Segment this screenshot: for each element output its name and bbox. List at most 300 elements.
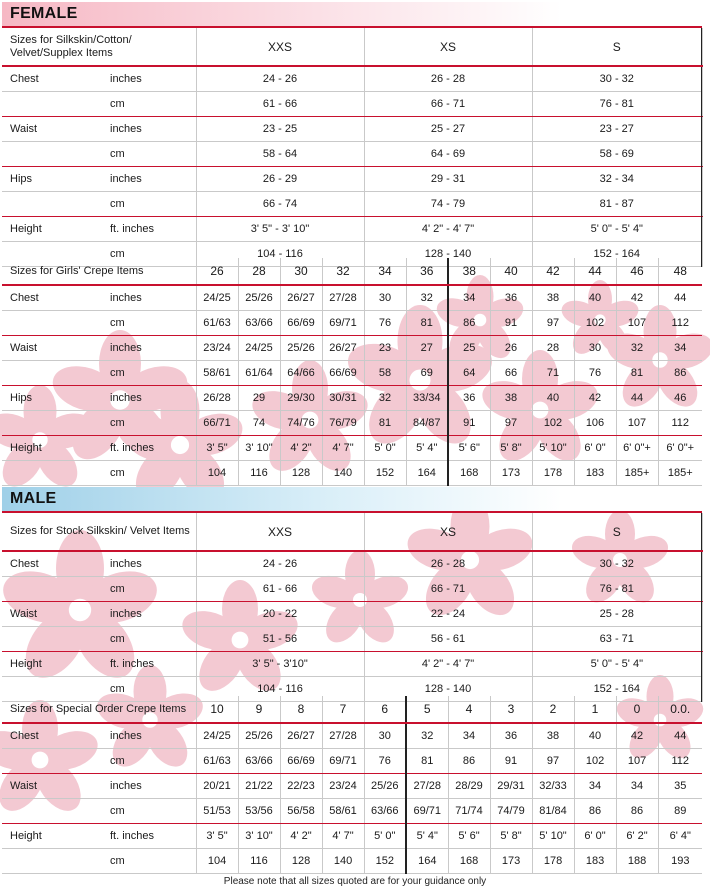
table-cell: 97 (532, 311, 574, 336)
unit-label: ft. inches (106, 824, 196, 849)
size-column-header: 6 (364, 696, 406, 723)
table-cell: 25/26 (364, 774, 406, 799)
size-column-header: 46 (616, 258, 658, 285)
size-column-header: 1 (574, 696, 616, 723)
table-cell: 6' 0" (574, 436, 616, 461)
table-cell: 193 (658, 849, 702, 874)
table-cell: 128 - 140 (364, 242, 532, 267)
measurement-label (2, 577, 106, 602)
table-cell: 81 (616, 361, 658, 386)
table-cell: 3' 10" (238, 824, 280, 849)
table-row (2, 411, 702, 436)
table-row (2, 577, 702, 602)
table-cell: 28 (532, 336, 574, 361)
table-row (2, 92, 702, 117)
table-cell: 44 (616, 386, 658, 411)
table-cell: 23/24 (196, 336, 238, 361)
table-cell: 27/28 (322, 285, 364, 311)
table-cell: 29 (238, 386, 280, 411)
table-cell: 86 (448, 311, 490, 336)
table-cell: 116 (238, 849, 280, 874)
table-cell: 53/56 (238, 799, 280, 824)
table-cell: 168 (448, 461, 490, 486)
male-size-table (2, 513, 702, 702)
table-cell: 107 (616, 411, 658, 436)
table-cell: 61 - 66 (196, 577, 364, 602)
measurement-label: Height (2, 824, 106, 849)
unit-label: inches (106, 602, 196, 627)
table-cell: 5' 0" (364, 436, 406, 461)
size-column-header: 7 (322, 696, 364, 723)
table-cell: 26 - 28 (364, 66, 532, 92)
measurement-label (2, 361, 106, 386)
table-cell: 30 (574, 336, 616, 361)
unit-label: cm (106, 142, 196, 167)
unit-label: inches (106, 117, 196, 142)
table-cell: 61 - 66 (196, 92, 364, 117)
table-cell: 69 (406, 361, 448, 386)
table-cell: 26/28 (196, 386, 238, 411)
table-row (2, 142, 702, 167)
table-header-row (2, 258, 702, 285)
size-column-header: 32 (322, 258, 364, 285)
table-cell: 4' 2" (280, 824, 322, 849)
measurement-label (2, 411, 106, 436)
table-header-row (2, 696, 702, 723)
table-row (2, 749, 702, 774)
size-column-header: 30 (280, 258, 322, 285)
table-cell: 91 (448, 411, 490, 436)
table-cell: 24/25 (196, 285, 238, 311)
table-cell: 104 - 116 (196, 242, 364, 267)
table-cell: 32 - 34 (532, 167, 702, 192)
table-cell: 140 (322, 849, 364, 874)
table-cell: 6' 4" (658, 824, 702, 849)
table-cell: 140 (322, 461, 364, 486)
table-cell: 107 (616, 749, 658, 774)
size-column-header: 5 (406, 696, 448, 723)
table-cell: 4' 7" (322, 436, 364, 461)
size-column-header: 36 (406, 258, 448, 285)
table-cell: 5' 0" - 5' 4" (532, 217, 702, 242)
table-cell: 5' 0" (364, 824, 406, 849)
table-row (2, 66, 702, 92)
table-cell: 36 (490, 285, 532, 311)
table-cell: 102 (574, 311, 616, 336)
table-row (2, 167, 702, 192)
table-cell: 112 (658, 749, 702, 774)
table-cell: 76/79 (322, 411, 364, 436)
table-cell: 102 (532, 411, 574, 436)
table-cell: 128 (280, 849, 322, 874)
table-row (2, 117, 702, 142)
size-column-header: 40 (490, 258, 532, 285)
unit-label: cm (106, 849, 196, 874)
table-cell: 5' 4" (406, 436, 448, 461)
table-cell: 71/74 (448, 799, 490, 824)
table-cell: 20/21 (196, 774, 238, 799)
table-cell: 71 (532, 361, 574, 386)
table-cell: 61/63 (196, 311, 238, 336)
table-cell: 74/79 (490, 799, 532, 824)
table-cell: 32 (406, 723, 448, 749)
table-cell: 25/26 (238, 285, 280, 311)
guidance-note: Please note that all sizes quoted are for your guidance only (223, 876, 487, 887)
table-cell: 34 (574, 774, 616, 799)
table-cell: 69/71 (406, 799, 448, 824)
table-cell: 23/24 (322, 774, 364, 799)
table-cell: 152 - 164 (532, 242, 702, 267)
table-cell: 86 (616, 799, 658, 824)
female-section-header (2, 2, 702, 28)
table-cell: 29/30 (280, 386, 322, 411)
table-cell: 66 - 71 (364, 577, 532, 602)
table-cell: 66 - 71 (364, 92, 532, 117)
table-cell: 4' 2" - 4' 7" (364, 217, 532, 242)
measurement-label (2, 142, 106, 167)
table-cell: 66 (490, 361, 532, 386)
table-cell: 26/27 (322, 336, 364, 361)
table-row (2, 311, 702, 336)
table-cell: 178 (532, 849, 574, 874)
table-row (2, 217, 702, 242)
table-cell: 128 (280, 461, 322, 486)
table-cell: 106 (574, 411, 616, 436)
table-cell: 24 - 26 (196, 66, 364, 92)
unit-label: cm (106, 361, 196, 386)
table-cell: 128 - 140 (364, 677, 532, 702)
table-cell: 66/71 (196, 411, 238, 436)
size-column-header: 26 (196, 258, 238, 285)
table-cell: 23 - 27 (532, 117, 702, 142)
table-cell: 51 - 56 (196, 627, 364, 652)
table-row (2, 336, 702, 361)
table-cell: 26 - 29 (196, 167, 364, 192)
table-cell: 5' 10" (532, 824, 574, 849)
size-column-header: XXS (196, 28, 364, 66)
size-column-header: XS (364, 28, 532, 66)
table-cell: 30 - 32 (532, 66, 702, 92)
size-column-header: 10 (196, 696, 238, 723)
table-cell: 24 - 26 (196, 551, 364, 577)
table-cell: 66 - 74 (196, 192, 364, 217)
table-cell: 104 (196, 849, 238, 874)
table-cell: 29/31 (490, 774, 532, 799)
table-cell: 69/71 (322, 749, 364, 774)
table-cell: 61/63 (196, 749, 238, 774)
size-column-header: S (532, 513, 702, 551)
unit-label: cm (106, 799, 196, 824)
table-cell: 63/66 (238, 311, 280, 336)
table-cell: 185+ (658, 461, 702, 486)
table-cell: 32/33 (532, 774, 574, 799)
table-cell: 27/28 (406, 774, 448, 799)
table-row (2, 602, 702, 627)
table-cell: 178 (532, 461, 574, 486)
table-cell: 152 - 164 (532, 677, 702, 702)
unit-label: inches (106, 386, 196, 411)
table-cell: 40 (532, 386, 574, 411)
measurement-label (2, 849, 106, 874)
table-cell: 107 (616, 311, 658, 336)
measurement-label: Waist (2, 117, 106, 142)
table-cell: 3' 5" - 3'10" (196, 652, 364, 677)
table-cell: 74 (238, 411, 280, 436)
table-cell: 27/28 (322, 723, 364, 749)
table-cell: 34 (448, 285, 490, 311)
table-cell: 24/25 (196, 723, 238, 749)
size-column-header: 48 (658, 258, 702, 285)
table-cell: 63/66 (238, 749, 280, 774)
table-row (2, 436, 702, 461)
unit-label: cm (106, 461, 196, 486)
measurement-label: Hips (2, 386, 106, 411)
table-cell: 81 (406, 749, 448, 774)
measurement-label: Height (2, 217, 106, 242)
size-column-header: 42 (532, 258, 574, 285)
table-cell: 74 - 79 (364, 192, 532, 217)
unit-label: inches (106, 285, 196, 311)
table-header-row (2, 513, 702, 551)
table-cell: 26 (490, 336, 532, 361)
table-cell: 25/26 (280, 336, 322, 361)
table-cell: 27 (406, 336, 448, 361)
table-cell: 104 - 116 (196, 677, 364, 702)
measurement-label: Height (2, 436, 106, 461)
size-column-header: 4 (448, 696, 490, 723)
table-cell: 5' 4" (406, 824, 448, 849)
table-cell: 168 (448, 849, 490, 874)
table-cell: 164 (406, 461, 448, 486)
table-cell: 25 - 28 (532, 602, 702, 627)
size-column-header: S (532, 28, 702, 66)
unit-label: inches (106, 774, 196, 799)
table-cell: 188 (616, 849, 658, 874)
table-cell: 30 (364, 723, 406, 749)
table-row (2, 824, 702, 849)
table-cell: 21/22 (238, 774, 280, 799)
table-cell: 4' 7" (322, 824, 364, 849)
table-cell: 38 (532, 723, 574, 749)
table-cell: 74/76 (280, 411, 322, 436)
table-cell: 30/31 (322, 386, 364, 411)
table-cell: 66/69 (280, 311, 322, 336)
unit-label: cm (106, 192, 196, 217)
measurement-label: Chest (2, 551, 106, 577)
table-cell: 58/61 (196, 361, 238, 386)
measurement-label: Waist (2, 774, 106, 799)
table-caption: Sizes for Special Order Crepe Items (2, 696, 196, 723)
table-cell: 32 (616, 336, 658, 361)
table-cell: 58/61 (322, 799, 364, 824)
size-column-header: XS (364, 513, 532, 551)
table-cell: 44 (658, 723, 702, 749)
table-cell: 81 (364, 411, 406, 436)
table-cell: 86 (658, 361, 702, 386)
table-caption: Sizes for Girls' Crepe Items (2, 258, 196, 285)
table-cell: 76 (574, 361, 616, 386)
table-cell: 25 (448, 336, 490, 361)
unit-label: cm (106, 577, 196, 602)
table-cell: 58 (364, 361, 406, 386)
table-cell: 44 (658, 285, 702, 311)
table-cell: 185+ (616, 461, 658, 486)
table-cell: 6' 0" (574, 824, 616, 849)
table-cell: 26/27 (280, 285, 322, 311)
table-cell: 64/66 (280, 361, 322, 386)
size-column-header: 44 (574, 258, 616, 285)
table-cell: 56 - 61 (364, 627, 532, 652)
unit-label: cm (106, 677, 196, 702)
table-cell: 58 - 64 (196, 142, 364, 167)
table-cell: 81 (406, 311, 448, 336)
table-cell: 81 - 87 (532, 192, 702, 217)
size-column-header: 28 (238, 258, 280, 285)
table-cell: 6' 2" (616, 824, 658, 849)
unit-label: cm (106, 92, 196, 117)
table-cell: 84/87 (406, 411, 448, 436)
table-cell: 34 (658, 336, 702, 361)
table-row (2, 774, 702, 799)
table-cell: 24/25 (238, 336, 280, 361)
table-cell: 76 (364, 749, 406, 774)
table-cell: 64 - 69 (364, 142, 532, 167)
unit-label: cm (106, 411, 196, 436)
table-row (2, 849, 702, 874)
measurement-label (2, 311, 106, 336)
table-cell: 32 (406, 285, 448, 311)
size-column-header: XXS (196, 513, 364, 551)
table-cell: 29 - 31 (364, 167, 532, 192)
table-cell: 42 (574, 386, 616, 411)
table-cell: 23 (364, 336, 406, 361)
table-cell: 63 - 71 (532, 627, 702, 652)
table-header-row (2, 28, 702, 66)
table-cell: 25/26 (238, 723, 280, 749)
table-cell: 38 (490, 386, 532, 411)
measurement-label (2, 192, 106, 217)
table-cell: 42 (616, 723, 658, 749)
size-column-header: 2 (532, 696, 574, 723)
table-cell: 40 (574, 723, 616, 749)
table-cell: 152 (364, 849, 406, 874)
table-cell: 97 (490, 411, 532, 436)
unit-label: ft. inches (106, 652, 196, 677)
measurement-label (2, 627, 106, 652)
table-cell: 63/66 (364, 799, 406, 824)
table-cell: 89 (658, 799, 702, 824)
table-cell: 25 - 27 (364, 117, 532, 142)
table-row (2, 627, 702, 652)
measurement-label (2, 749, 106, 774)
table-cell: 173 (490, 849, 532, 874)
table-cell: 58 - 69 (532, 142, 702, 167)
unit-label: cm (106, 749, 196, 774)
table-cell: 34 (448, 723, 490, 749)
table-cell: 97 (532, 749, 574, 774)
table-cell: 3' 10" (238, 436, 280, 461)
unit-label: inches (106, 66, 196, 92)
table-cell: 35 (658, 774, 702, 799)
table-row (2, 551, 702, 577)
size-column-header: 0 (616, 696, 658, 723)
measurement-label: Chest (2, 285, 106, 311)
unit-label: inches (106, 336, 196, 361)
table-cell: 91 (490, 311, 532, 336)
table-cell: 173 (490, 461, 532, 486)
table-caption: Sizes for Stock Silkskin/ Velvet Items (2, 513, 196, 551)
table-cell: 69/71 (322, 311, 364, 336)
table-cell: 38 (532, 285, 574, 311)
table-cell: 66/69 (322, 361, 364, 386)
table-cell: 5' 8" (490, 824, 532, 849)
table-cell: 81/84 (532, 799, 574, 824)
unit-label: inches (106, 551, 196, 577)
measurement-label: Hips (2, 167, 106, 192)
size-column-header: 8 (280, 696, 322, 723)
table-cell: 36 (490, 723, 532, 749)
table-row (2, 461, 702, 486)
table-cell: 23 - 25 (196, 117, 364, 142)
table-cell: 46 (658, 386, 702, 411)
table-cell: 3' 5" (196, 824, 238, 849)
table-cell: 76 - 81 (532, 92, 702, 117)
table-row (2, 192, 702, 217)
table-cell: 5' 10" (532, 436, 574, 461)
table-cell: 91 (490, 749, 532, 774)
unit-label: cm (106, 311, 196, 336)
measurement-label: Height (2, 652, 106, 677)
unit-label: ft. inches (106, 217, 196, 242)
measurement-label (2, 92, 106, 117)
table-cell: 76 - 81 (532, 577, 702, 602)
table-cell: 26 - 28 (364, 551, 532, 577)
table-cell: 42 (616, 285, 658, 311)
size-column-header: 9 (238, 696, 280, 723)
table-row (2, 361, 702, 386)
table-cell: 3' 5" (196, 436, 238, 461)
table-cell: 104 (196, 461, 238, 486)
size-column-header: 0.0. (658, 696, 702, 723)
table-row (2, 652, 702, 677)
size-column-header: 34 (364, 258, 406, 285)
unit-label: inches (106, 167, 196, 192)
table-cell: 152 (364, 461, 406, 486)
unit-label: cm (106, 242, 196, 267)
female-crepe-table (2, 258, 702, 486)
measurement-label (2, 799, 106, 824)
male-crepe-table (2, 696, 702, 874)
table-cell: 26/27 (280, 723, 322, 749)
table-cell: 76 (364, 311, 406, 336)
table-cell: 40 (574, 285, 616, 311)
table-caption: Sizes for Silkskin/Cotton/ Velvet/Supplex Items (2, 28, 196, 66)
measurement-label: Waist (2, 336, 106, 361)
table-cell: 61/64 (238, 361, 280, 386)
table-cell: 22 - 24 (364, 602, 532, 627)
table-cell: 183 (574, 849, 616, 874)
table-cell: 86 (574, 799, 616, 824)
table-row (2, 386, 702, 411)
table-row (2, 285, 702, 311)
table-cell: 36 (448, 386, 490, 411)
table-cell: 56/58 (280, 799, 322, 824)
table-cell: 20 - 22 (196, 602, 364, 627)
female-heading: FEMALE (10, 5, 78, 22)
table-cell: 112 (658, 411, 702, 436)
table-cell: 3' 5" - 3' 10" (196, 217, 364, 242)
table-cell: 28/29 (448, 774, 490, 799)
